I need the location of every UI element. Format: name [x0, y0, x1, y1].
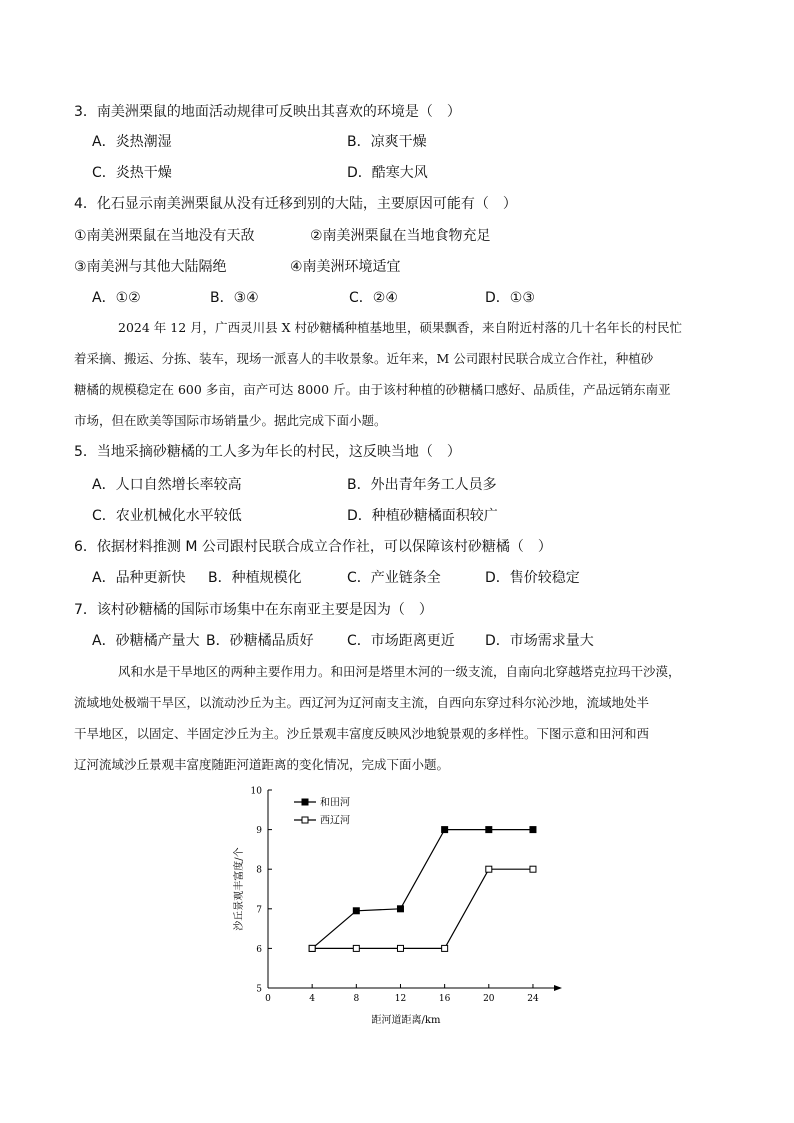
y-tick-label: 10 [250, 786, 262, 797]
q4-option-d: D．①③ [485, 290, 535, 306]
y-tick-label: 6 [256, 944, 262, 955]
dune-richness-chart [220, 780, 580, 1030]
q4-statement-2: ②南美洲栗鼠在当地食物充足 [310, 228, 491, 244]
passage-2-line-3: 干旱地区，以固定、半固定沙丘为主。沙丘景观丰富度反映风沙地貌景观的多样性。下图示意和田河和西 [74, 726, 650, 741]
passage-1-line-2: 着采摘、搬运、分拣、装车，现场一派喜人的丰收景象。近年来，M 公司跟村民联合成立合作社，种植砂 [74, 351, 654, 366]
q3-option-b: B．凉爽干燥 [347, 134, 427, 150]
x-tick-label: 12 [394, 994, 407, 1004]
x-tick-label: 8 [353, 994, 360, 1004]
q7-option-b: B．砂糖橘品质好 [206, 633, 314, 649]
q4-statement-1: ①南美洲栗鼠在当地没有天敌 [74, 228, 255, 244]
q7-option-d: D．市场需求量大 [485, 633, 594, 649]
q5-option-d: D．种植砂糖橘面积较广 [347, 508, 498, 524]
series-line [312, 830, 533, 949]
question-5-stem: 5．当地采摘砂糖橘的工人多为年长的村民，这反映当地（ ） [74, 444, 461, 460]
q5-option-c: C．农业机械化水平较低 [92, 508, 242, 524]
passage-1-line-3: 糖橘的规模稳定在 600 多亩，亩产可达 8000 斤。由于该村种植的砂糖橘口感好、品质佳，产品远销东南亚 [74, 382, 671, 397]
question-4-stem: 4．化石显示南美洲栗鼠从没有迁移到别的大陆，主要原因可能有（ ） [74, 196, 517, 212]
passage-2-line-1: 风和水是干旱地区的两种主要作用力。和田河是塔里木河的一级支流，自南向北穿越塔克拉玛干沙漠， [118, 664, 681, 679]
q5-option-b: B．外出青年务工人员多 [347, 477, 497, 493]
legend-marker [302, 817, 308, 823]
q4-statement-4: ④南美洲环境适宜 [290, 259, 401, 275]
legend-marker [302, 799, 308, 805]
q6-option-a: A．品种更新快 [92, 570, 186, 586]
data-point [353, 945, 359, 951]
data-point [397, 945, 403, 951]
y-axis-label: 沙丘景观丰富度/个 [234, 847, 245, 931]
y-tick-label: 9 [256, 826, 262, 837]
question-3-stem: 3．南美洲栗鼠的地面活动规律可反映出其喜欢的环境是（ ） [74, 104, 461, 120]
q3-option-d: D．酷寒大风 [347, 165, 428, 181]
data-point [486, 866, 492, 872]
passage-1-line-1: 2024 年 12 月，广西灵川县 X 村砂糖橘种植基地里，硕果飘香，来自附近村落的几十名年长的村民忙 [118, 320, 682, 335]
passage-1-line-4: 市场，但在欧美等国际市场销量少。据此完成下面小题。 [74, 413, 387, 428]
q3-option-a: A．炎热潮湿 [92, 134, 172, 150]
passage-2-line-4: 辽河流域沙丘景观丰富度随距河道距离的变化情况，完成下面小题。 [74, 757, 450, 772]
series-line [312, 869, 533, 948]
data-point [530, 866, 536, 872]
legend-label: 和田河 [320, 797, 350, 809]
x-axis-label: 距河道距离/km [371, 1015, 441, 1026]
data-point [442, 945, 448, 951]
data-point [397, 906, 403, 912]
x-tick-label: 4 [309, 994, 316, 1004]
data-point [353, 908, 359, 914]
data-point [530, 827, 536, 833]
x-axis-arrow [554, 985, 562, 991]
question-7-stem: 7．该村砂糖橘的国际市场集中在东南亚主要是因为（ ） [74, 602, 433, 618]
q5-option-a: A．人口自然增长率较高 [92, 477, 242, 493]
data-point [442, 827, 448, 833]
q6-option-c: C．产业链条全 [347, 570, 441, 586]
data-point [309, 945, 315, 951]
q4-option-a: A．①② [92, 290, 141, 306]
question-6-stem: 6．依据材料推测 M 公司跟村民联合成立合作社，可以保障该村砂糖橘（ ） [74, 539, 552, 555]
q6-option-b: B．种植规模化 [208, 570, 302, 586]
passage-2-line-2: 流域地处极端干旱区，以流动沙丘为主。西辽河为辽河南支主流，自西向东穿过科尔沁沙地，流域地处半 [74, 695, 650, 710]
q4-option-b: B．③④ [210, 290, 259, 306]
x-tick-label: 24 [527, 994, 539, 1004]
q4-statement-3: ③南美洲与其他大陆隔绝 [74, 259, 227, 275]
data-point [486, 827, 492, 833]
y-tick-label: 7 [256, 905, 262, 916]
q7-option-a: A．砂糖橘产量大 [92, 633, 200, 649]
q6-option-d: D．售价较稳定 [485, 570, 580, 586]
legend-label: 西辽河 [320, 815, 350, 827]
y-tick-label: 5 [256, 984, 262, 995]
x-tick-label: 16 [438, 994, 451, 1004]
y-tick-label: 8 [256, 865, 262, 876]
x-tick-label: 20 [483, 994, 495, 1004]
q7-option-c: C．市场距离更近 [347, 633, 455, 649]
x-tick-label: 0 [265, 994, 271, 1004]
q3-option-c: C．炎热干燥 [92, 165, 172, 181]
q4-option-c: C．②④ [349, 290, 398, 306]
